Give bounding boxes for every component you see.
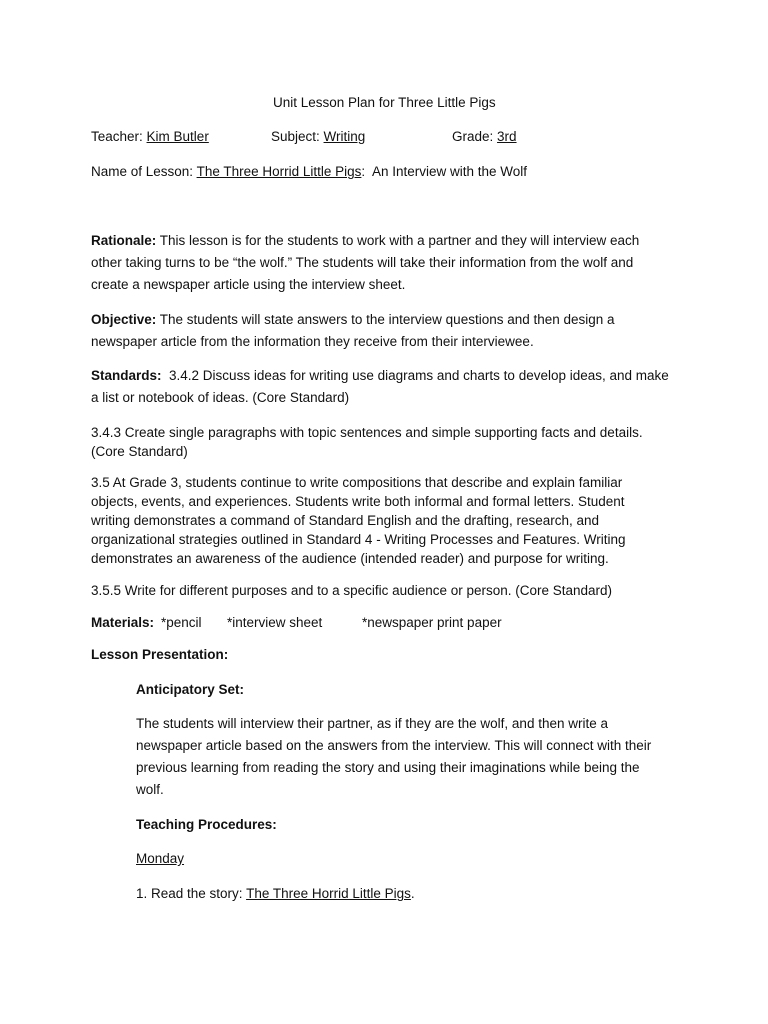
standard-343-line-1: 3.4.3 Create single paragraphs with topic sentences and simple supporting facts and details. <box>91 425 643 440</box>
standards-label: Standards: <box>91 368 162 383</box>
monday-heading: Monday <box>136 851 185 866</box>
materials-item-pencil: *pencil <box>161 615 202 630</box>
rationale-text-1: This lesson is for the students to work with a partner and they will interview each <box>159 233 640 248</box>
objective-line-1 <box>91 312 615 328</box>
teacher-name: Kim Butler <box>146 129 209 144</box>
document-title: Unit Lesson Plan for Three Little Pigs <box>273 95 496 110</box>
rationale-line-1 <box>91 233 639 249</box>
standard-35-line-4: organizational strategies outlined in Standard 4 - Writing Processes and Features. Writing <box>91 532 626 547</box>
lesson-presentation-heading: Lesson Presentation: <box>91 647 229 662</box>
standards-line-1 <box>91 368 669 384</box>
standards-text-1: 3.4.2 Discuss ideas for writing use diagrams and charts to develop ideas, and make <box>169 368 669 383</box>
anticipatory-set-heading: Anticipatory Set: <box>136 682 245 697</box>
rationale-label: Rationale: <box>91 233 157 248</box>
subject-field <box>271 129 365 145</box>
lesson-name-colon: : <box>361 164 366 179</box>
procedure-step-1 <box>136 886 415 902</box>
lesson-name-rest: An Interview with the Wolf <box>371 164 528 179</box>
grade-value: 3rd <box>497 129 517 144</box>
materials-item-newspaper-paper: *newspaper print paper <box>362 615 502 630</box>
materials-label: Materials: <box>91 615 155 630</box>
materials-item-interview-sheet: *interview sheet <box>227 615 323 630</box>
standard-35-line-3: writing demonstrates a command of Standard English and the drafting, research, and <box>91 513 600 528</box>
standard-355: 3.5.5 Write for different purposes and to a specific audience or person. (Core Standard) <box>91 583 613 598</box>
standard-35-line-1: 3.5 At Grade 3, students continue to write compositions that describe and explain familiar <box>91 475 623 490</box>
objective-text-1: The students will state answers to the interview questions and then design a <box>159 312 615 327</box>
standard-35-line-2: objects, events, and experiences. Students write both informal and formal letters. Student <box>91 494 625 509</box>
lesson-name-title: The Three Horrid Little Pigs <box>196 164 362 179</box>
anticipatory-set-line-1: The students will interview their partner, as if they are the wolf, and then write a <box>136 716 608 731</box>
objective-line-2: newspaper article from the information they receive from their interviewee. <box>91 334 534 349</box>
subject-label: Subject: <box>271 129 320 144</box>
anticipatory-set-line-3: previous learning from reading the story and using their imaginations while being the <box>136 760 640 775</box>
objective-label: Objective: <box>91 312 157 327</box>
anticipatory-set-line-4: wolf. <box>136 782 164 797</box>
lesson-name-label: Name of Lesson: <box>91 164 194 179</box>
rationale-line-3: create a newspaper article using the interview sheet. <box>91 277 406 292</box>
lesson-name-line <box>91 164 527 180</box>
standards-line-2: a list or notebook of ideas. (Core Standard) <box>91 390 350 405</box>
procedure-step-1-suffix: . <box>410 886 415 901</box>
standard-35-line-5: demonstrates an awareness of the audience (intended reader) and purpose for writing. <box>91 551 609 566</box>
rationale-line-2: other taking turns to be “the wolf.” The students will take their information from the wolf and <box>91 255 634 270</box>
grade-field <box>452 129 517 145</box>
teacher-field <box>91 129 209 145</box>
grade-label: Grade: <box>452 129 494 144</box>
procedure-step-1-title: The Three Horrid Little Pigs <box>246 886 411 901</box>
teaching-procedures-heading: Teaching Procedures: <box>136 817 277 832</box>
teacher-label: Teacher: <box>91 129 143 144</box>
anticipatory-set-line-2: newspaper article based on the answers from the interview. This will connect with their <box>136 738 652 753</box>
procedure-step-1-prefix: 1. Read the story: <box>136 886 243 901</box>
standard-343-line-2: (Core Standard) <box>91 444 188 459</box>
subject-value: Writing <box>323 129 366 144</box>
